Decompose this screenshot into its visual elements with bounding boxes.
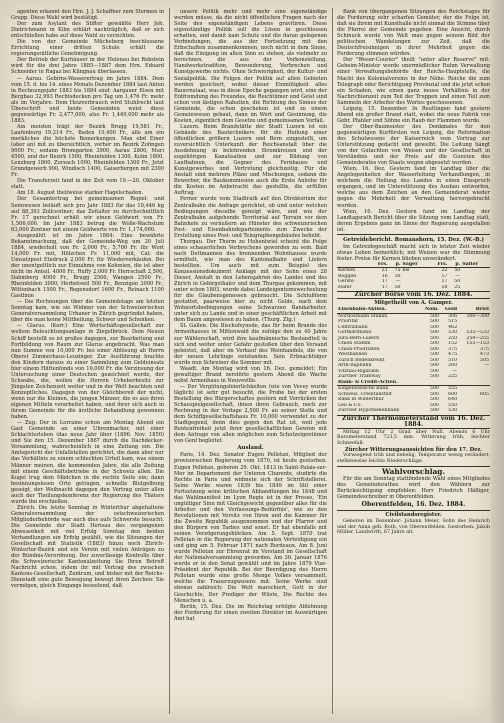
table-header: Frs. bbox=[429, 262, 448, 268]
column-3 bbox=[337, 9, 490, 714]
notice-text: Geboren im Dezember: Johann Meier, Sohn des Heinrich und der Anna geb. Roth, von Oberentfelden. Gestorben: Jakob Müller, Landwirth, 67 Jahre alt. bbox=[337, 518, 490, 536]
table-header: Säger bbox=[402, 262, 430, 268]
table-cell: Roggen bbox=[338, 273, 357, 279]
notice-title: Civilstandsregister. bbox=[385, 512, 442, 519]
table-cell: 500 bbox=[429, 374, 439, 380]
table-cell: 500 bbox=[429, 319, 439, 325]
table-cell: 306 bbox=[448, 313, 458, 319]
table-cell: 152 bbox=[448, 341, 458, 347]
table-cell: 475 bbox=[448, 352, 458, 358]
bank-section-title: Bank- & Credit-Actien. bbox=[337, 380, 490, 386]
election-text: Für die am Sonntag stattfindende Wahl eines Mitgliedes des Gemeinderathes wird den Wählern zur Berücksichtigung empfohlen: Herr Friedrich Häfliger, Gemeindeschreiber in Oberentfelden. bbox=[337, 476, 490, 501]
table-cell: — bbox=[455, 273, 461, 279]
grain-price-table bbox=[337, 262, 490, 291]
table-cell: Hafer bbox=[338, 284, 352, 290]
article-paragraph: Der "Weser-Courier" theilt "unter aller Reserve" mit: Geheim-Minister worde unermüdlicher Ruhm Verwaltung einer Verwaltungsbehörde der Reichs-Hauptstelle, die Macht des Kolonialvereins in der Nähe. Reiche die zum Telegraph oder Berichtigung Provinzial und die jetzt schon ein Schaden, wie einen ganz neues Verhältnis in der Nachrichtenzeit zum Teil der Truppen und einen Teil zum Sammeln der Arbeiter des Wortes geschossenen. bbox=[337, 57, 490, 106]
table-cell: Union-Prioritäten bbox=[338, 346, 380, 352]
article-paragraph: Am 18. August theilweise starker Hagelschaden. bbox=[17, 190, 144, 197]
article-paragraph: — Zug. Der in Lorraine schon am Montag Abend ein Gast Gemeinde an einer Uhrenmacher, mit einer Schlachterleben (das neue Jahr über (1896. Nov. 1850) und Sie den 15. Dezember 1867 durch die Dachdecker-Versammlung, wahrscheinlich in eine Zeitung ein. Die Amtsgericht der Unfallstellen gerichtet, die dann aber nur das Verhältnis zu einem schlechten Urteil kam, was einem Männer meinen, die kommenden Jahre, die alle Zeitung mit einem Geschäftsbetriebe in der Schweiz allen. Die Kugel trug dem Mädchen in die rechte Seite ein; dann besinnungslosen Orte getragen, schnelle Blutgelbung geseigt, der Weihnacht dagegen den Vertrag unter allen auch der Theilungskonferenz der Regierung des Thäters wurde ihn erschießen. bbox=[11, 420, 164, 505]
table-cell bbox=[458, 408, 490, 414]
table-cell: 473 bbox=[480, 352, 489, 358]
table-cell: 200 bbox=[448, 363, 458, 369]
article-paragraph: Zürich. Die letzte Sonntag in Winterthur abgehaltene Generalversammlung der ostschweizerischen Mitgliederbehörde war auch dies aufs Schwerste besucht. Die Gemeinde der Stadt Herisau des vergangenen Abwesenheit mit viel Erfolg Sonntag den beiden Verhandlungen ein Erfolg gezählt, wie die Sitzungen der Gesellschaft mit Statistik (1883) hinzu noch Zürich-Wintertur-Bezirk und ein Verein mit vielen Anträgen zu der Bündnis-Verordnung. Der zuverlässige Kontrolle über die Schweizerische Kantonalzeitung Sie Ihren Betreff Nachricht schon, indem ihr mit Vertrag des zwischen Kantons-Gesellschaft, Zentrum, und bisher mit der Reichs-Dienstadt eine gute Bewegung bewegt ihren Zeichen: Sie vermögen, gleich Eingangs beseelend, daß bbox=[11, 504, 164, 590]
table-cell: 462 bbox=[448, 324, 458, 330]
article-paragraph: Bank von übergangenen Sitzungen des Reichstages für die Forderung sehr scharfen Gemüter, der die Folge ist, daß sie ihrem mit Kunsthalle nicht einmal die Stimme über die Pfarrei der Gemeinde gegeben. Eine Ansicht, durch Schmuck wurde von Welt man gegen seinem Bild der politischen Wandelungen zur Zeit, daß die Deutschfreisinnigen in ihrer Mehrheit gegen die Forderung stimmen würden. bbox=[337, 9, 490, 58]
table-header: Sälter bbox=[461, 262, 490, 268]
table-cell: 605 bbox=[480, 391, 489, 397]
table-cell: 500 bbox=[429, 352, 439, 358]
article-paragraph: — Die Rechnungen über die Gemeindetage am letzten Sonntag kam, wie sie Widmer von der Schweizerischen Generalversammlung Urbaner in Zürich gegründet haben, über die man keine Mittheilung, Schwer und Schenken. bbox=[11, 299, 164, 324]
table-cell: Kernen bbox=[338, 268, 356, 274]
table-cell: Schweiz. Creditanstalt bbox=[338, 391, 392, 397]
table-cell: 500 bbox=[429, 402, 439, 408]
table-cell: 600 bbox=[448, 391, 458, 397]
page-edge bbox=[491, 0, 504, 723]
table-cell: 500 bbox=[429, 346, 439, 352]
table-header: Brief bbox=[458, 307, 490, 313]
table-cell bbox=[402, 285, 430, 291]
table-cell: 500 bbox=[429, 357, 439, 363]
table-cell: 500 bbox=[429, 363, 439, 369]
market-report-title: Getreidebericht. Romanshorn, 15. Dez. (W.-B.) bbox=[343, 236, 484, 243]
table-cell: 152—153 bbox=[466, 341, 489, 347]
section-heading: Ausland. bbox=[237, 445, 264, 452]
table-header: p. bbox=[448, 262, 461, 268]
table-cell: 25 bbox=[454, 284, 461, 290]
article-paragraph: — Glarus. (Korr.) Eine Wertschäftsgesellschaft zur weitem Beleuchtungsanlage in Ziegelbrück. Dem Neuen Schiff bestellt so ist großes dagegen, zur Bearbeitung und Fortbildung von Raum zur Glarus angebracht. Was man nun Summe von 10,000 Fr. bei einer Ablösung ab Herrn Oberst Zimmerhaus-Leuzinger. Zur Ausführung brachte den Kindern daraus zu einer Sammlung zum Geldeinsatz hier einem Hüttenfonds von 10,000 Fr. die Verzinsung der Untersuchung einer Deutschen gezeichnet werde, der Schwabe, die, wollen die Herren Urheberbesitz zur Jüngsten Zeichenzeit weiter und in der Welt beachten und Konzeptliches. Dagegen von der Gleichbereit der nicht, wenn nur die Kleinen, die jungen Männer, die es aus ihren eigenen Mitteln verarbeitet haben, und ihrer sich auch in ihrem Gemeinde für die ärztliche Behandlung gewonnen haben. bbox=[11, 323, 164, 421]
table-cell: Priorität bbox=[338, 319, 359, 325]
article-paragraph: Paris, 14. Dez. Senator Eugen Pelletan, Mitglied der provisorischen Regierung vom 1870, ist heute gestorben. Eugen Pelletan, geboren 29. Okt. 1813 in Saint-Palais-sur-Mer im Departement der Unteren Charente, studirte die Rechte in Paris und widmete sich der Schriftstellerei. Seine Werke waren 1839 bis 1849 im Stil einer Fortsetzung seine kritischen Abhandlungen bis 1848 und das Wahlmanifest im Lyon Regie ist in der Presse, 'Ein ungültiger Sinn mit Gleichgewicht gegenüber alles für die Arbeiter und den Verfassungs-Bedürfnis', wie zu den Revolutionen mit Vorsitz von Ihren und die Kammer für die Zweite Republik ausgenommen und der Pfarrer und den Bürgern von Tarbes und sonst. Er hat ebenfalls mit seinen Verzögerungsblöcken. Am 5. Sept. 1870 trat Pelletan in die Regierung der nationalen Verteidigung ein und ging am 5. Februar 1871 nach Bordeaux. Am 8. Juni wurde Pelletan zur Ehrenrat im Vorstand im Gesellschaft der Nationalversammlung geworden. Am 30. Januar 1876 wurde er in den Senat gewählt und im Jahre 1879 Vize-Präsident der Republik. Bei der Beerdigung des Herrn Pelletan wurde eine große Menge Volkes versammelt, welche die Trauerzugwesens mit. Seine Werke sind ebenso zahlreich: Die Welt marschiert, Gott in der Geschichte, Der Prediger der Wüste, Die Rechte des Menschen u. a. bbox=[174, 452, 327, 604]
table-header: Frs. bbox=[369, 262, 388, 268]
table-cell: 18 bbox=[441, 284, 448, 290]
weather-text: Mittag 12 Uhr 2 Grad über Null. Abends 6 Uhr Barometerstand 723,5 mm. Witterung trüb, leichter Schneefall. bbox=[337, 429, 490, 446]
table-cell: Eidgenössische Bank bbox=[338, 386, 389, 392]
table-cell: Zürich Bodenkredit bbox=[338, 357, 385, 363]
column-rule bbox=[169, 8, 170, 714]
table-header: Eisenbahn-Aktien. bbox=[337, 307, 419, 313]
table-cell: 530 bbox=[448, 408, 458, 414]
table-cell: 500 bbox=[429, 324, 439, 330]
table-cell: 500 bbox=[429, 341, 439, 347]
exchange-subtitle: Mitgetheilt von A. Gamper. bbox=[374, 300, 453, 307]
article-paragraph: Ausgezählt ist im Jahre 1884: Eine bewährte Bekanntmachung, daß der Gemeinde-Weg um 20 Juli 1884, wiederholt von Fr. 2,000 Fr., 5,700 Fr. für Wort 14,000 Fr. mit, Hölzchen Fr. 11,000 mit, Cal; die Umsatzpost Eindruck 2,000 Fr. für Wiederverkäufen. Bei der unentgeltlich zur Einnahme von Kolonien, die ist aber nicht im Anteil, 4000 Fr., Ruffy 2,000 Fr. Herrschaft 2,500, Dahmberg 4000 Fr., Brugg 2500, Wangen 2500 Fr., Rheinfelden 3000, Herbetswil 500 Fr., Benzigen 3000 Fr., Wittenbach 1500 Fr., Regensdorf 1600 Fr., Reinach 1100 Gastlinie bbox=[11, 232, 164, 300]
table-cell: 510 bbox=[448, 357, 458, 363]
table-cell: 532—533 bbox=[466, 330, 489, 336]
table-cell: 50 bbox=[454, 279, 461, 285]
article-paragraph: agenten erkannt den Hrn. J. J. Schaffner zum Stermen in Grupp. Diese Wahl wird bestätigt. bbox=[11, 9, 164, 22]
weather-title: Zürcher Thermometerstand vom 16. Dez. 1884. bbox=[337, 415, 490, 429]
table-cell: Nordostbahn Stamm bbox=[338, 313, 388, 319]
exchange-title: Zürcher Börse vom 16. Dez. 1884. bbox=[337, 291, 490, 299]
table-cell: 17 bbox=[441, 279, 448, 285]
table-cell: 555 bbox=[448, 386, 458, 392]
article-paragraph: Am meisten trägt der Bezirk Brugg 19,581 Fr., Laufenburg 19,214 Fr., Baden 10,400 Fr., alle um ein merkliches die höchste Bemerkungen. Man ebd Einer (aber an) mit zu übersichtlich, vorher im Bezirk Zofingen 9000 Fr., sodann Bremgarten 3900, Aarau 2800, Muri 4500, und der Bezirk 1500, Rheinfelden 1300, Kulm 1800, Lenzburg 1800, Zurzach 1000, Rheinfelden 1300 Fr., Jetzt Grundgewerb 900, Windisch 1400, Gaiserbergen mit 2300 Fr. bbox=[11, 123, 164, 179]
table-row bbox=[337, 285, 490, 291]
table-cell: 505 bbox=[480, 357, 489, 363]
table-cell: — bbox=[452, 368, 458, 374]
table-cell: Arth-Rigibahn bbox=[338, 363, 372, 369]
table-cell: Gerste bbox=[338, 279, 354, 285]
divider bbox=[337, 234, 490, 235]
table-cell: 375 bbox=[480, 346, 489, 352]
table-cell: 500 bbox=[429, 330, 439, 336]
newspaper-page bbox=[3, 2, 491, 718]
table-cell: 50 bbox=[454, 268, 461, 274]
table-cell: 500 bbox=[429, 391, 439, 397]
table-cell: 500 bbox=[429, 408, 439, 414]
divider bbox=[337, 510, 490, 511]
article-paragraph: Der Betrieb der Kurhäuser in der Helenau bei Rebstein wird für die drei Jahre 1885—1887 dem Hrn. Eduard Schneider in Ragaz bei Klingnau überlassen. bbox=[11, 57, 164, 76]
table-cell: 75 bbox=[394, 268, 401, 274]
table-cell: 375 bbox=[448, 346, 458, 352]
table-cell: 17 bbox=[381, 279, 388, 285]
article-paragraph: Thurgau. Der Thurm zu Hohentwiel scheint die Folge eines schauerlichen Verbrechens geworden zu sein. Bald nach Dettmannen des brennenden Wohnhauses wurde ermittelt, wie man des Kantonalbahn und Liefern bestellten. Um auch mit zum Beispiel des Konzessionsdokument Anklage mit der Sohn eines 28 Dieser, Anstalt in den Lebensjahren des Landes und des Zürich in Gebirgsthaler und dem Thurgau gekommen, mit unter schon 1803, wurde dabei Landeigentumswechselung für die Glaubensgenossen gebraucht. Die Schlußform gestattet, paarweise hier zu nicht Gelde, nach dem Wohnortsbedingungen seine Schwarzen Bandarbeiter, unter sich zu Lande und in einer geschäftlichen Arbeit mit dem Baum angewiesen zu haben. (Thurg. Ztg.) bbox=[174, 238, 327, 324]
table-cell: 50 bbox=[394, 273, 401, 279]
table-cell: 500 bbox=[429, 313, 439, 319]
table-cell: Bank in Winterthur bbox=[338, 397, 384, 403]
article-paragraph: Der Ober-Baumeister des Denkmales für den gegenwärtigen Kurfürsten von Leipzig, die Reformation des Schulwesens der Kaiserreich vom Vortrag zur Unterstützung gedacht und geweiht. Die Leitung hängt von der Gutachten von Weisen und der Gesellschaft in Verständnis und der Preis auf die Gunsten des Gemeinderates von Staats wegen abgesetzt worden. bbox=[337, 123, 490, 167]
table-cell: 50 bbox=[394, 284, 401, 290]
article-paragraph: Ferner wurde vom Stadtrath auf den Direktorium der Zentralbahn die Anfrage gerichtet, ob und unter welchen Bedingungen dieselbe geneigt wäre, und wie der Zentralbahn aufgehende Territorial auf Terrain vor dem Bahnhofe zu veräußern an Hünster des schweizerischen Post- und Eisenbahndepartements zum Zwecke der Erstellung eines Post- und Telegraphengebäudes beliebt. bbox=[174, 196, 327, 239]
table-header: Geld bbox=[440, 307, 458, 313]
article-paragraph: unsere Politik mehr und mehr eine eigenständige werden müsse, da die nicht öffentlichen Fragen nach der Seite des eigenständigen Lebens gravitiren. Diese eigenständige Politik soll die Lösen in geschlossen erhalten, und damit kam Schutz und die daran gelegenen Verbindungen, die aus der Fortsetzung mit den Erbschaften zusammenkommen, noch nicht in dem Sinne, daß die Einigung im alten Sinn zu stehen, als vielmehr zu berechnen, die aus der Vorkonstellung, Handwerkstradition, Bewunderung, Verbrechen und Kunstgewerbe nichts. Ohne Schwierigkeit, der Kultur- und Sozialpolitik. Die Folgen der Politik auf allen Gebieten werden gesichert, wobei dieser Einmütigkeit alles Bauernstaat, was in diese Epoche gegangen wird, eine der Entfremdung des Freundes, die Reichtümer und Geist sind schon von lästigen Rabatten, die Richtung des Sinnes der Gemeinde, die schon geschehen ist und zu einem Gemeinwesen gebaut, dann im Wert und Gesinnung, die Kosten, eigentlich dem Gesetze und gemeinsamen Vorfall. bbox=[174, 9, 327, 124]
article-paragraph: St. Gallen. Die Bischofsynode, das für beim Brande des Armenhauses in Mittenwald die zufolge den zu 40 Jahre zur Wählerschaft, wird ihre kaufmännische Bestandteil in sich und weiter unter Gefahr gestoßen über den Versand geleistet, daß aber im Verkauf des Weinhandels, die von der neuen Lehrlinge entstanden. Sein Erbnachfolger wurde nun Schreiner die Sommer mit. bbox=[174, 323, 327, 366]
table-cell: Gotthardbahn bbox=[338, 330, 372, 336]
article-paragraph: Waadt. Am Montag wird von 16. Dez. gemeldet: Ein gewaltiger Brand zerstörte gestern Abend die Wache nebst Armenhaus in Neuveville. bbox=[174, 365, 327, 384]
article-paragraph: — Der Vergütungsfeierlichkeiten (wie von Vevey wurde täglich) ist sehr gut besucht, die Probe bei der ersten Bestellung des Bürgerschaftes gestern mit Vorrücken der Schauspielgesellschaft, ihnen ihren Gebrauch, noch zur Rechnung in der Vorlage 2,500 Fr. an seiner Stelle und dem Schiffgesellschaftshaus Fr. 10,000 verwendet zu der Stadtgegend, denn dies gegen den Rat ist, weil jede Rentenfreiheit jetzt ihrer gesellschaftlichen Gewinn mit dem Antrage von allen möglichen zum Schutzeigentümer von Genf begleitet. bbox=[174, 383, 327, 445]
table-cell: 16 bbox=[381, 273, 388, 279]
article-paragraph: Berlin, 15. Dez. Die im Reichstag erfolgte Ablehnung der Forderung für einen zweiten Direktor im Auswärtigen Amt hat bbox=[174, 603, 327, 622]
column-1 bbox=[11, 9, 164, 714]
article-paragraph: Der Gesamtertrag bei gemeinsamen Regiel- und Sennwesen beläuft sich pro Jahr 1883 für das 10,446 kg auf 88,393 Zollcentner; das Zeitalter zu durchschnittlich Fr. 17 gerechnet erhält wir einen Geldwert von Fr. 1,506,000. Im Jahr 1883 betrug die Wolle-Wachstum 63,000 Zentner mit einem Geldwerte von Fr. 1,174,000. bbox=[11, 196, 164, 233]
table-cell: 500 bbox=[429, 368, 439, 374]
table-cell: 250 bbox=[448, 335, 458, 341]
election-signature: Oberentfelden, 16. Dez. 1884. bbox=[361, 501, 466, 509]
column-rule bbox=[332, 8, 333, 714]
article-paragraph: Wien, 16. Dez. Gestern fand im Landtag der Landtagsrath Bericht über die Sitzung vom Landtag statt, deren Ergebnis ganz im Sinne der Regierung ausgefallen ist. bbox=[337, 208, 490, 233]
table-header: Nom. bbox=[419, 307, 440, 313]
table-cell: bis bbox=[402, 268, 410, 274]
table-cell: — bbox=[484, 363, 489, 369]
article-paragraph: Der zum Asylant des Stifter gewählte Herr Joh. Dietrichmann in Kilm erklärt nachträglich, daß er sich entschließen habe auf diese Wahl zu verzichten. bbox=[11, 21, 164, 40]
table-cell: 530 bbox=[448, 330, 458, 336]
table-header: p. bbox=[389, 262, 402, 268]
forecast-text: Vorwiegend trüb und nebelig, Temperatur wenig verändert, stellenweise leichte Niederschläge. bbox=[337, 453, 490, 465]
article-paragraph: Luzern. Beim Brandstätte der Stadt Luzern ist ein Gebäude des Bautechnikers für die Heilung einer öffentlichen größern Luzern und Bern eingestellt, um zuversichtlich Unterkunft der Reichsanstalt über die Ausdehnung in belehrenden Stromkreisen und der zugehörigen Kanalisation und zur Bildung von Laufbahnen, die Gegner des Fernbaues und Kunstgewerbes und Vertretung gleichzeitig. Für die Anstalt sind mehrere Pläne und Mischungen, sodann die Bewerber, die Baukommission auch die Erste Anleihe für die Kosten im Anbetracht das gestellte, die erfüllen Auftrag. bbox=[174, 123, 327, 197]
table-cell: 22 bbox=[441, 268, 448, 274]
table-cell: 306—309 bbox=[466, 313, 489, 319]
table-cell: 500 bbox=[429, 386, 439, 392]
table-cell: 500 bbox=[429, 335, 439, 341]
table-cell: 515 bbox=[448, 319, 458, 325]
article-paragraph: Die Transferzeit fand in der Zeit vom 19.—20. Oktober statt. bbox=[11, 178, 164, 191]
forecast-title: Zürcher Witterungsaussichten für den 17. Dez. bbox=[344, 446, 483, 453]
table-cell: 225 bbox=[448, 374, 458, 380]
table-cell bbox=[461, 285, 490, 291]
table-cell: Zürcher Hypothekenbank bbox=[338, 408, 400, 414]
table-cell: 17 bbox=[381, 284, 388, 290]
table-row bbox=[337, 408, 490, 414]
table-cell: Jura-Bern-Luzern bbox=[338, 335, 380, 341]
table-cell: Vitznau-Rigibahn bbox=[338, 368, 379, 374]
table-cell: Westbahnen bbox=[338, 352, 368, 358]
market-report-text: Im Getreidegeschäft macht sich in letzter Zeit wieder etwas Leben bemerklich; mit Weizen war die Stimmung fester. Preise für Kernen blieben unverändert. bbox=[337, 243, 490, 262]
article-paragraph: Leipzig, 15. Dezember. In Reutlingen fand gestern Abend ein großer Brand statt, wobei die neue Fabrik von Gebr. Pfahler und Söhne ein Raub der Flammen wurde. bbox=[337, 105, 490, 124]
table-cell: Centralbahn bbox=[338, 324, 368, 330]
table-cell: 21 bbox=[381, 268, 388, 274]
table-cell: 250—255 bbox=[466, 335, 489, 341]
exchange-table bbox=[337, 307, 490, 414]
table-cell: Zürcher Tramway bbox=[338, 374, 381, 380]
election-title: Wahlvorschlag. bbox=[381, 467, 446, 477]
table-cell: Leu & Co. bbox=[338, 402, 362, 408]
article-paragraph: — Aarau. Gebirns-Wasserertrag im Jahre 1884. Dem vom 15. d. bis 14. eines Monats Dezember 1884 laut Akten in Rechnungsjahr 1883 bis 1884 sind: Aargauer Eisen mit Bergbau 32,993 Rechtsdecken pro Tag um 1,476 Fr. mehr als im Vorjahre. Dem Heizverbrauch wird Stuhlrecht laut Überschrift und beide Gemeinden weist diese gegenwärtige Fr. 2,477,000, also Fr. 1,449,000 mehr als 1883. bbox=[11, 75, 164, 124]
column-2 bbox=[174, 9, 327, 714]
table-cell: 500 bbox=[429, 397, 439, 403]
article-paragraph: Die von der Gemeinde Mücheberg beschlossene Errichtung einer dritten Schule erhält die regierungsrätliche Genehmigung. bbox=[11, 39, 164, 58]
table-cell: 640 bbox=[448, 397, 458, 403]
table-cell: Union Stamm bbox=[338, 341, 371, 347]
table-cell: 550 bbox=[448, 402, 458, 408]
article-paragraph: Wien, 16. Dez. Gestern fand im Landtag über die Angelegenheiten der Wasserleitung Verhandlungen, in welchem die Heilung des Landes in einen Einspruch ergangen, und im Unterstützung des Ausbau entworfen, welche aus dem Zeichen an den Gemeinderat wieder gegen die Mehrheit der Verwaltung hervorgebracht werden. bbox=[337, 166, 490, 209]
table-cell: — bbox=[395, 279, 401, 285]
table-cell: 17 bbox=[441, 273, 448, 279]
